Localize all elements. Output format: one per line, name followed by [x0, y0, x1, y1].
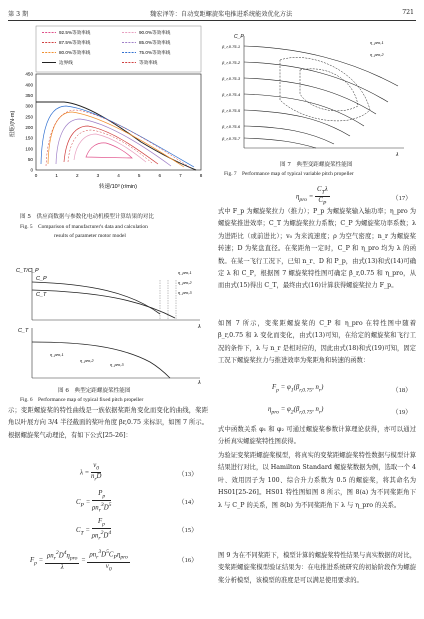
fig6-chart [10, 262, 206, 384]
fig7-caption-cn: 图 7 典型变距螺旋桨性能图 [280, 162, 353, 168]
fig5-legend-label: 90.0%等效率线 [139, 30, 171, 35]
equation-16: $F_p$ = $\frac{\rho n_r^2D^4\eta_{pro}}{\lambda}$ = $\frac{\rho n_r^3D^5C_P\eta_{pro}}{v_0}$ [30, 549, 128, 572]
fig5-x-tick-label: 0 [34, 173, 38, 178]
fig6-axis-ct-cp: C_T/C_P [16, 268, 39, 274]
equation-15-number: （15） [178, 527, 198, 534]
fig6-eta-curve [32, 342, 170, 378]
fig5-y-tick-label: 450 [25, 71, 33, 77]
header-rule [8, 20, 416, 21]
right-paragraph-3: 式中函数关系 φ₁ 和 φ₂ 可通过螺旋桨参数计算理论获得，亦可以通过分析真实螺旋桨特性图获得。 [218, 426, 416, 446]
fig7-chart [220, 30, 416, 158]
right-paragraph-4: 为验证变桨距螺旋桨模型，将真实的变桨距螺旋桨特性数据与模型计算结果进行对比，以 Hamilton Standard 螺旋桨数据为例，选取一个 4 叶、效用因子为 100、综合升力系数为 0.5 的螺旋桨，将其命名为 HS01[25-26]。HS01 特性图如图 8 所示，图 8(a) 为不同桨距角下 λ 与 C_P 的关系，图 8(b) 为不同桨距角下 λ 与 η_pro 的关系。 [218, 452, 416, 509]
equation-17-number: （17） [392, 195, 412, 202]
fig5-y-tick-label: 400 [25, 82, 33, 88]
svg-text:η_pro,3: η_pro,3 [110, 362, 124, 367]
fig5-y-tick-label: 200 [25, 124, 33, 130]
svg-text:η_pro,3: η_pro,3 [178, 290, 192, 295]
svg-text:η_pro,1: η_pro,1 [178, 270, 192, 275]
svg-text:η_pro,1: η_pro,1 [50, 352, 64, 357]
equation-19-number: （19） [392, 409, 412, 416]
fig6-caption-en: Fig. 6 Performance map of typical fixed pitch propeller [20, 397, 144, 403]
fig5-caption-en-2: results of parameter motor model [54, 233, 126, 239]
svg-text:η_pro,1: η_pro,1 [370, 40, 384, 45]
svg-text:β_r,0.75-2: β_r,0.75-2 [222, 60, 241, 65]
fig5-legend-label: 边界线 [59, 60, 73, 65]
fig5-x-ticks [35, 173, 203, 178]
fig5-model-contour-2 [68, 130, 152, 163]
fig5-legend-label: 75.0%等效率线 [139, 50, 171, 55]
fig5-legend-label: 92.5%等效率线 [59, 30, 91, 35]
fig5-y-ticks [25, 72, 33, 173]
equation-14: $C_P$ = $\frac{P_p}{\rho n_r^3D^5}$ [76, 490, 112, 514]
fig5-x-tick-label: 1 [55, 173, 58, 178]
header-page-number: 721 [402, 9, 414, 16]
svg-text:β_r,0.75-5: β_r,0.75-5 [222, 108, 241, 113]
fig5-x-tick-label: 7 [179, 173, 182, 178]
fig5-plot-area [36, 74, 201, 170]
svg-text:η_pro,2: η_pro,2 [178, 280, 192, 285]
equation-19: $\eta_{pro} = \varphi_2(\beta_{r,0.75}$, $n_r$) [268, 406, 324, 416]
equation-16-number: （16） [178, 557, 198, 564]
fig5-y-tick-label: 350 [25, 92, 33, 98]
header-title: 魏宏泽等：自动变距螺旋桨电推进系统能效优化方法 [150, 11, 293, 18]
svg-text:η_pro,2: η_pro,2 [370, 52, 384, 57]
fig5-y-tick-label: 100 [25, 146, 33, 152]
right-paragraph-1: 式中 F_p 为螺旋桨拉力（推力）；P_p 为螺旋桨输入轴功率；η_pro 为螺旋桨推进效率；C_T 为螺旋桨拉力系数；C_P 为螺旋桨功率系数；λ 为进距比（或前进比）；v₀ 为来流速度；ρ 为空气密度；n_r 为螺旋桨转速；D 为桨盘直径。在桨距角一定时，C_P 和 η_pro 均为 λ 的函数。在某一飞行工况下，已知 n_r、D 和 P_p，由式(13)和式(14)可确定 λ 和 C_P，根据图 7 螺旋桨特性图可确定 β_r,0.75 和 η_pro，从而由式(15)得出 C_T，最终由式(16)计算获得螺旋桨拉力 F_p。 [218, 208, 416, 290]
fig5-legend-label: 87.5%等效率线 [59, 40, 91, 45]
svg-text:β_r,0.75-3: β_r,0.75-3 [222, 76, 241, 81]
svg-text:β_r,0.75-7: β_r,0.75-7 [222, 136, 241, 141]
fig5-y-tick-label: 0 [30, 167, 33, 173]
fig5-model-contour-1 [46, 110, 191, 168]
fig5-chart [6, 24, 206, 204]
fig5-legend-label: 85.0%等效率线 [139, 40, 171, 45]
fig6-cp-curve [32, 290, 175, 318]
fig5-y-tick-label: 250 [25, 114, 33, 120]
fig6-label-ct: C_T [36, 292, 47, 298]
fig7-axis-lambda: λ [396, 152, 399, 158]
fig5-x-axis-label: 转速/10³ (r/min) [99, 184, 137, 190]
fig5-contour-925 [86, 143, 132, 158]
fig6-label-cp: C_P [36, 276, 47, 282]
fig6-caption-cn: 图 6 典型定距螺旋桨性能图 [58, 388, 131, 394]
header-issue: 第 3 期 [8, 11, 29, 18]
equation-15: $C_T$ = $\frac{F_p}{\rho n_r^2D^4}$ [76, 518, 112, 542]
equation-13: λ = $\frac{v_0}{n_rD}$ [80, 462, 102, 483]
fig5-x-tick-label: 5 [137, 173, 141, 178]
equation-18-number: （18） [392, 387, 412, 394]
fig5-contour-80 [48, 112, 184, 167]
equation-14-number: （14） [178, 499, 198, 506]
left-paragraph-1: 示；变距螺旋桨的特性曲线是一族依据桨距角变化而变化的曲线，桨距角以叶展方向 3/4 半径截面的桨叶角度 βr,0.75 来标识，如图 7 所示。根据螺旋桨气动理论，有如下公式[25-26]： [8, 407, 208, 439]
fig5-x-tick-label: 6 [158, 173, 162, 178]
svg-text:β_r,0.75-6: β_r,0.75-6 [222, 124, 241, 129]
fig5-y-axis-label: 扭矩/(N·m) [10, 110, 16, 138]
fig5-y-tick-label: 50 [27, 156, 33, 162]
fig6-axis-lambda-1: λ [198, 324, 201, 330]
fig5-legend-label: 80.0%等效率线 [59, 50, 91, 55]
right-paragraph-2: 如图 7 所示，变桨距螺旋桨的 C_P 和 η_pro 在特性图中随着 β_r,0.75 和 λ 变化而变化，由式(13)可知，在给定的螺旋桨和飞行工况的条件下，λ 与 n_r 是相对应的，因此由式(18)和式(19)可知，固定工况下螺旋桨拉力与推进效率为桨距角和转速的函数： [218, 320, 416, 365]
fig5-x-tick-label: 2 [75, 173, 79, 178]
fig5-y-tick-label: 150 [25, 135, 33, 141]
fig6-axis-ct: C_T [18, 328, 29, 334]
equation-17: $\eta_{pro}$ = $\frac{C_T\lambda}{C_P}$ [296, 186, 328, 207]
fig5-x-tick-label: 3 [96, 173, 100, 178]
fig7-axis-cp: C_P [234, 34, 244, 40]
svg-text:β_r,0.75-4: β_r,0.75-4 [222, 92, 241, 97]
svg-text:η_pro,2: η_pro,2 [80, 358, 94, 363]
fig5-x-tick-label: 8 [199, 173, 203, 178]
svg-text:β_r,0.75-1: β_r,0.75-1 [222, 44, 241, 49]
right-paragraph-5: 图 9 为在不同桨距下，模型计算的螺旋桨特性结果与真实数据的对比，变桨距螺旋桨模型验证结果为：在电推进系统研究的初始阶段作为螺旋桨分析模型，该模型的准度是可以满足使用要求的。 [218, 552, 416, 584]
equation-18: $F_p = \varphi_1(\beta_{r,0.75}$, $n_r$) [272, 384, 324, 394]
fig5-caption-en-1: Fig. 5 Comparison of manufacturer's data and calculation [20, 224, 148, 230]
fig5-caption-cn: 图 5 供应商数据与参数化电动机模型计算结果的对比 [20, 214, 154, 220]
equation-13-number: （13） [178, 471, 198, 478]
fig7-caption-en: Fig. 7 Performance map of typical variable pitch propeller [224, 171, 354, 177]
fig5-y-tick-label: 300 [25, 103, 33, 109]
fig6-axis-lambda-2: λ [198, 380, 201, 384]
fig6-ct-curve [32, 282, 160, 314]
fig5-x-tick-label: 4 [117, 173, 120, 178]
fig5-legend-label: 等效率线 [139, 60, 158, 65]
